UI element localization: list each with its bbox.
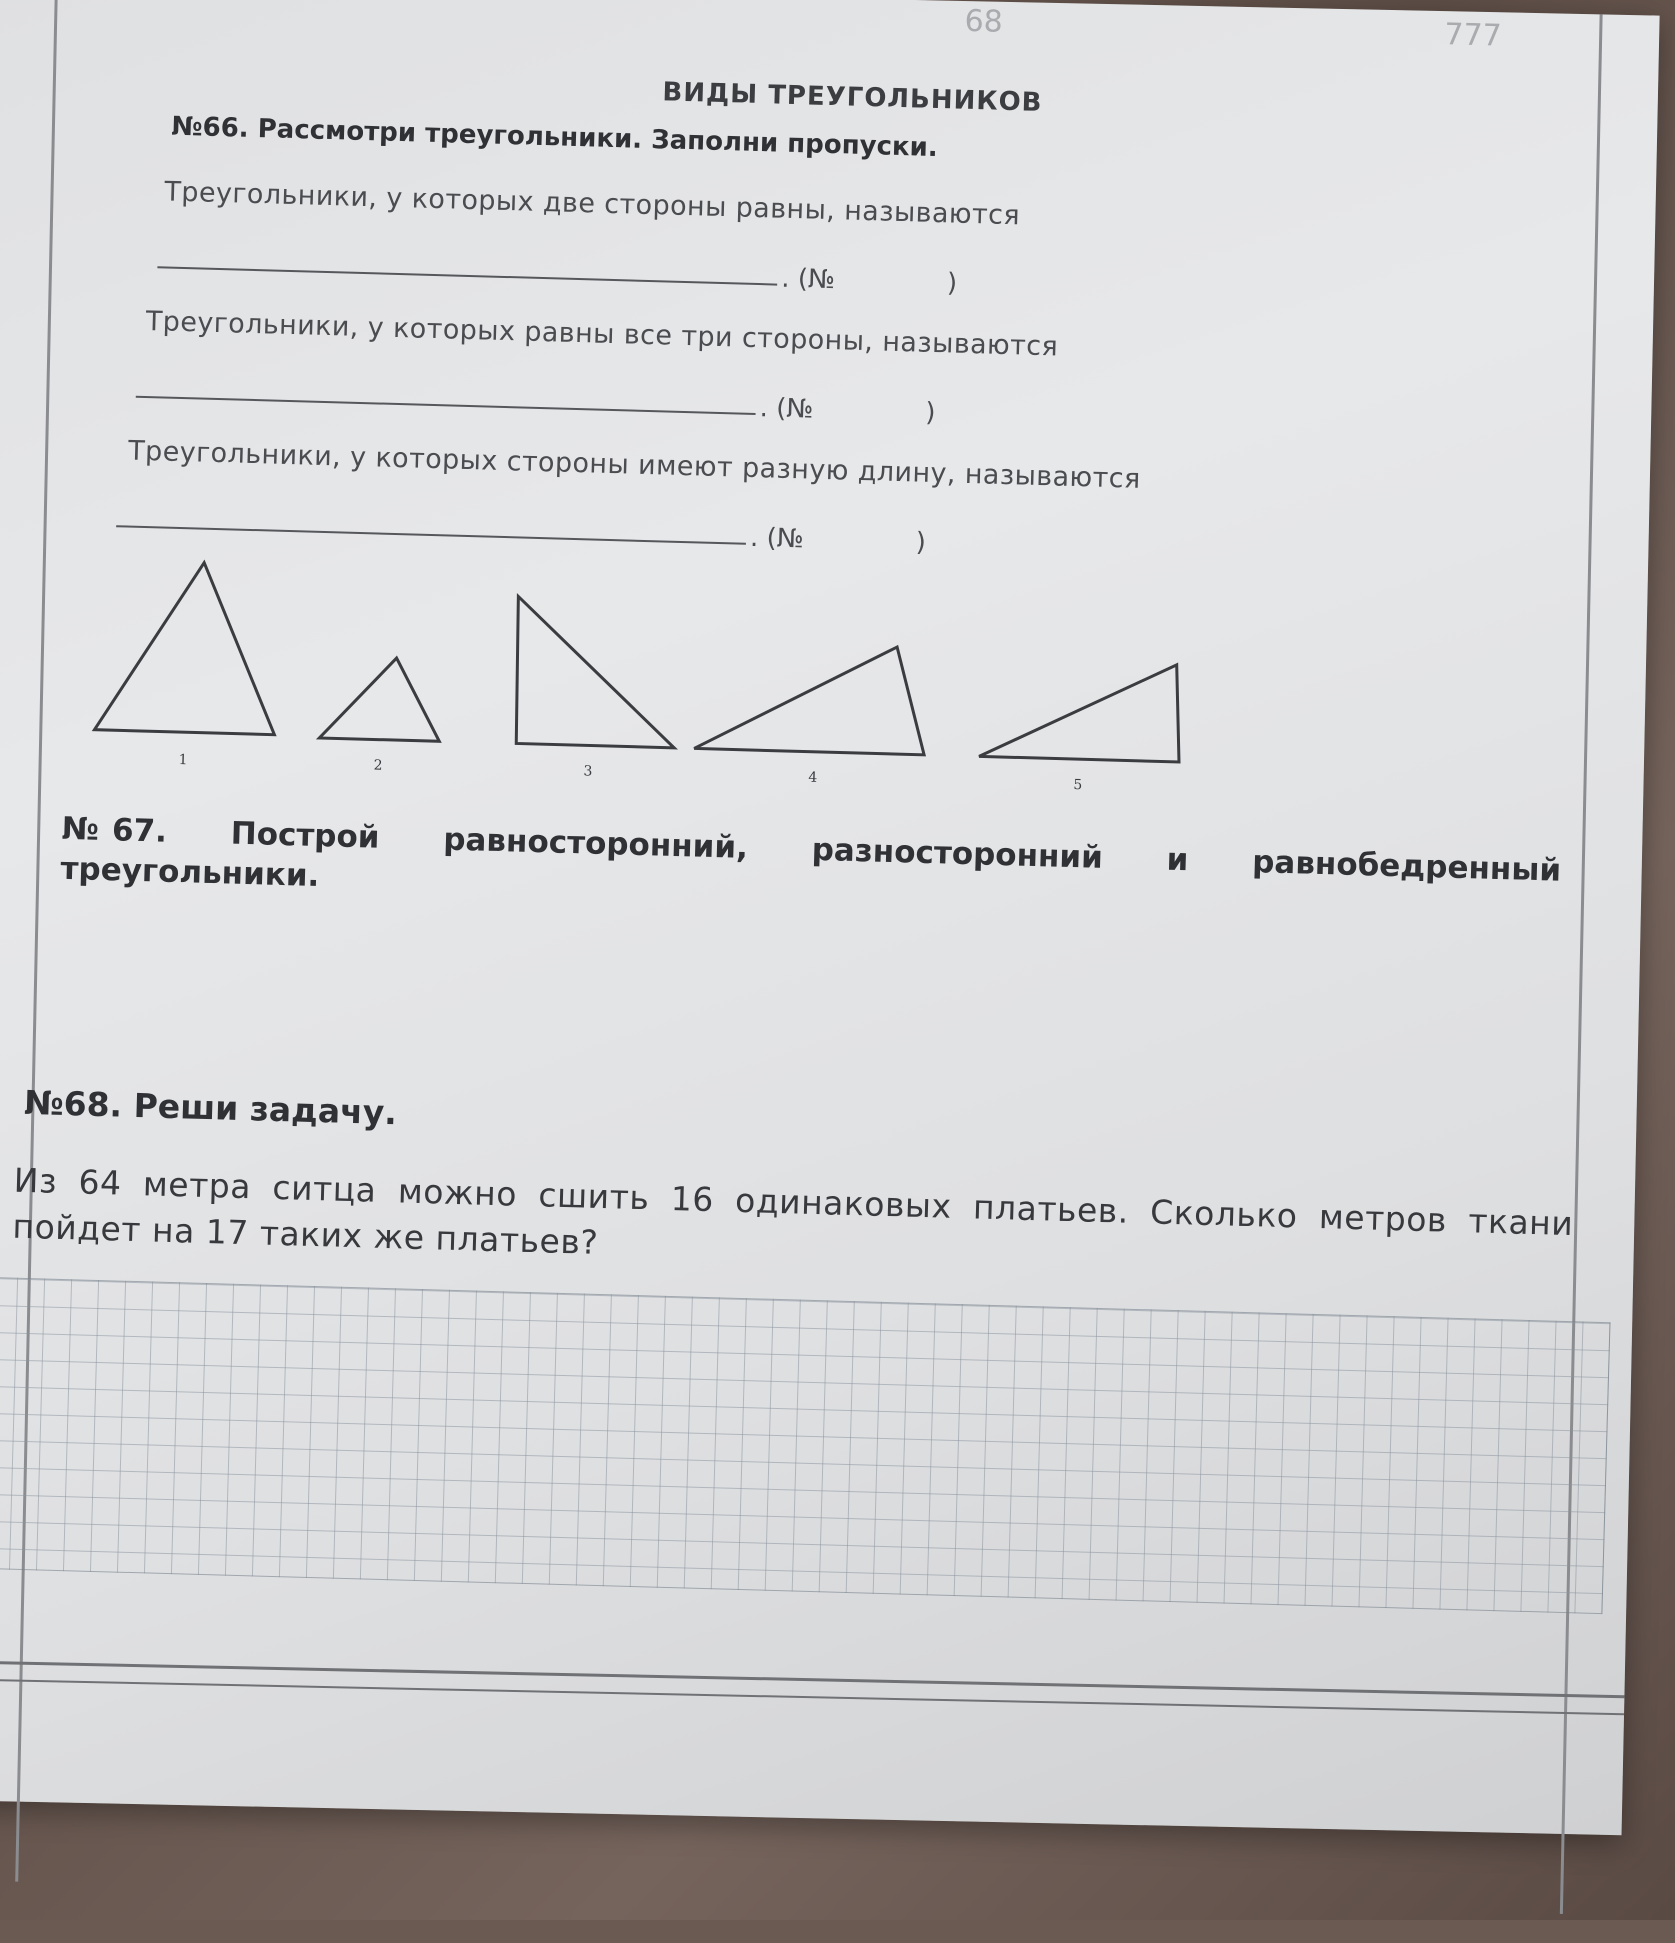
task66-item2-suffix: . (№ xyxy=(759,393,814,425)
task66-item3-answer-row xyxy=(116,495,927,558)
task66-item1-text: Треугольники, у которых две стороны равны, называются xyxy=(164,176,1021,232)
triangle-1-label: 1 xyxy=(178,752,188,769)
triangle-3-label: 3 xyxy=(583,763,593,780)
task66-item2-answer-row xyxy=(136,366,937,428)
task68-heading: №68. Реши задачу. xyxy=(23,1082,398,1133)
task66-item2-answer-blank[interactable] xyxy=(136,394,756,415)
task66-item3-text: Треугольники, у которых стороны имеют разную длину, называются xyxy=(127,435,1142,495)
triangle-2-label: 2 xyxy=(373,757,383,774)
task66-item3-answer-blank[interactable] xyxy=(116,523,746,545)
triangle-5 xyxy=(979,659,1182,762)
task66-item3-suffix: . (№ xyxy=(749,522,805,555)
task67-text: №67. Построй равносторонний, разносторонний и равнобедренный треугольники. xyxy=(60,810,1562,895)
task66-item1-answer-row xyxy=(157,236,958,298)
page-title: ВИДЫ ТРЕУГОЛЬНИКОВ xyxy=(662,77,1043,118)
task66-item2-number-close: ) xyxy=(924,397,936,429)
triangles-figure xyxy=(72,549,1279,842)
triangle-3 xyxy=(514,596,678,747)
triangle-1 xyxy=(94,560,279,735)
task66-item1-number-close: ) xyxy=(946,268,958,299)
triangle-4-label: 4 xyxy=(808,769,818,786)
task66-heading: №66. Рассмотри треугольники. Заполни пропуски. xyxy=(170,111,939,163)
task68-problem-text: Из 64 метра ситца можно сшить 16 одинаковых платьев. Сколько метров ткани пойдет на 17 таких же платьев? xyxy=(12,1160,1574,1262)
header-scrap-right: 777 xyxy=(1443,17,1503,54)
triangle-2 xyxy=(319,656,441,741)
task66-item1-answer-blank[interactable] xyxy=(157,264,777,285)
answer-grid[interactable] xyxy=(0,1277,1611,1614)
header-scrap-left: 68 xyxy=(964,3,1004,40)
task66-item2-text: Треугольники, у которых равны все три стороны, называются xyxy=(145,305,1059,363)
task66-item1-suffix: . (№ xyxy=(780,263,836,296)
triangle-5-label: 5 xyxy=(1073,777,1083,794)
triangle-4 xyxy=(694,641,927,754)
task66-item3-number-close: ) xyxy=(915,527,927,558)
